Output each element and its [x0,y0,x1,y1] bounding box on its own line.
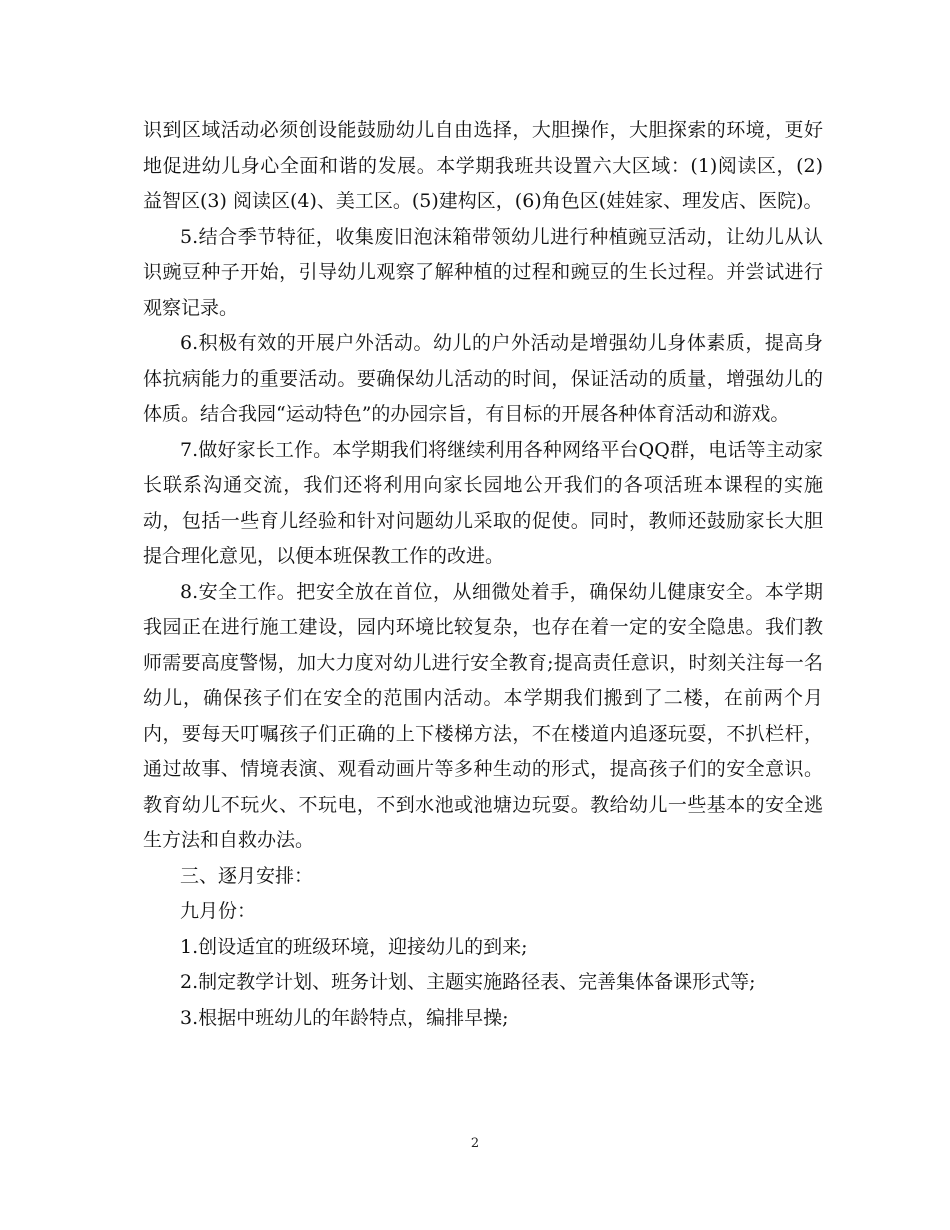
page-number: 2 [470,1136,480,1151]
month-heading-september: 九月份： [180,900,257,922]
paragraph-region-activities: 识到区域活动必须创设能鼓励幼儿自由选择，大胆操作，大胆探索的环境，更好地促进幼儿身心全面和谐的发展。本学期我班共设置六大区域：(1)阅读区，(2)益智区(3) 阅读区(4)、美工区。(5)建构区，(6)角色区(娃娃家、理发店、医院)。 [143,119,823,212]
list-item-1: 1.创设适宜的班级环境，迎接幼儿的到来; [180,935,528,958]
list-item-3: 3.根据中班幼儿的年龄特点，编排早操; [180,1006,509,1029]
section-heading-monthly-plan: 三、逐月安排： [180,864,314,887]
paragraph-item-5-planting: 5.结合季节特征，收集废旧泡沫箱带领幼儿进行种植豌豆活动，让幼儿从认识豌豆种子开始，引导幼儿观察了解种植的过程和豌豆的生长过程。并尝试进行观察记录。 [143,225,823,319]
paragraph-item-7-parents: 7.做好家长工作。本学期我们将继续利用各种网络平台QQ群，电话等主动家长联系沟通交流，我们还将利用向家长园地公开我们的各项活班本课程的实施动，包括一些育儿经验和针对问题幼儿采取的促使。同时，教师还鼓励家长大胆提合理化意见，以便本班保教工作的改进。 [143,438,823,567]
page-body [143,113,823,1036]
paragraph-item-8-safety: 8.安全工作。把安全放在首位，从细微处着手，确保幼儿健康安全。本学期我园正在进行施工建设，园内环境比较复杂，也存在着一定的安全隐患。我们教师需要高度警惕，加大力度对幼儿进行安全教育;提高责任意识，时刻关注每一名幼儿，确保孩子们在安全的范围内活动。本学期我们搬到了二楼，在前两个月内，要每天叮嘱孩子们正确的上下楼梯方法，不在楼道内追逐玩耍，不扒栏杆，通过故事、情境表演、观看动画片等多种生动的形式，提高孩子们的安全意识。教育幼儿不玩火、不玩电，不到水池或池塘边玩耍。教给幼儿一些基本的安全逃生方法和自救办法。 [143,580,823,851]
list-item-2: 2.制定教学计划、班务计划、主题实施路径表、完善集体备课形式等; [180,971,756,993]
paragraph-item-6-outdoor: 6.积极有效的开展户外活动。幼儿的户外活动是增强幼儿身体素质，提高身体抗病能力的重要活动。要确保幼儿活动的时间，保证活动的质量，增强幼儿的体质。结合我园“运动特色”的办园宗旨，有目标的开展各种体育活动和游戏。 [143,332,823,425]
